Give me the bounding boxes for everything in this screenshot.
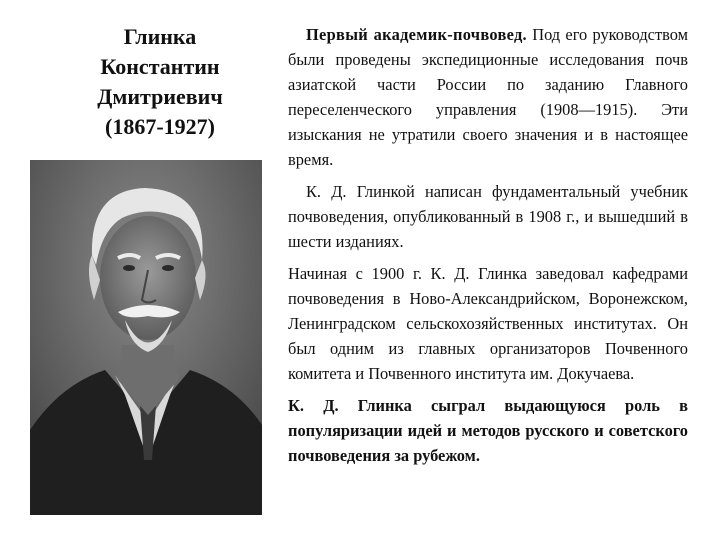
bio-paragraph-3: Начиная с 1900 г. К. Д. Глинка заведовал кафедрами почвоведения в Ново-Александрийском, Воронежском, Ленинградском сельскохозяйственных институтах. Он был одним из главных организаторов Почвенного комитета и Почвенного института им. Докучаева.	[288, 264, 688, 383]
life-years: (1867-1927)	[105, 114, 215, 139]
patronymic: Дмитриевич	[97, 84, 223, 109]
portrait-photo	[30, 160, 262, 515]
person-name-heading	[70, 22, 250, 142]
first-name: Константин	[100, 54, 220, 79]
bio-lead: Первый академик-почвовед.	[306, 25, 527, 44]
biography-text	[288, 22, 688, 475]
bio-paragraph-2: К. Д. Глинкой написан фундаментальный учебник почвоведения, опубликованный в 1908 г., и вышедший в шести изданиях.	[288, 182, 688, 251]
bio-paragraph-1	[288, 22, 688, 172]
bio-paragraph-1-text: Под его руководством были проведены экспедиционные исследования почв азиатской части России по заданию Главного переселенческого управления (1908—1915). Эти изыскания не утратили своего значения и в настоящее время.	[288, 25, 688, 169]
bio-paragraph-4: К. Д. Глинка сыграл выдающуюся роль в популяризации идей и методов русского и советского почвоведения за рубежом.	[288, 396, 688, 465]
surname: Глинка	[123, 24, 197, 49]
